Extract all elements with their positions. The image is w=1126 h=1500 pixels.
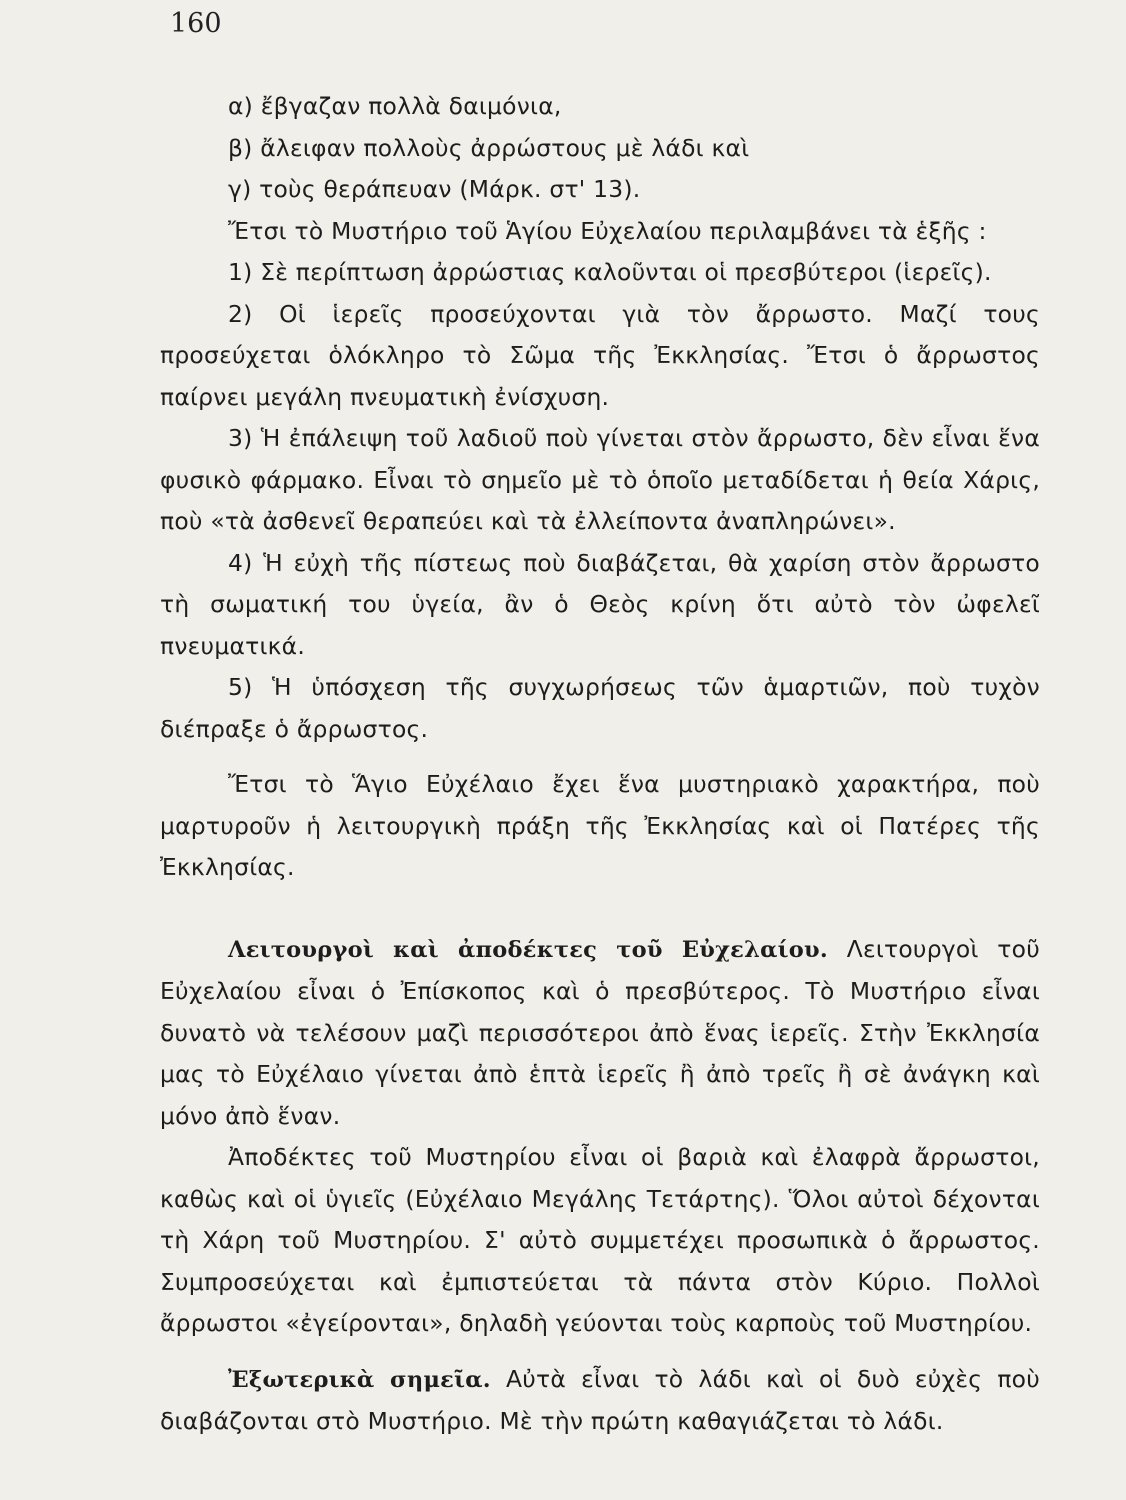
section-body-ministers: Λειτουργοὶ τοῦ Εὐχελαίου εἶναι ὁ Ἐπίσκοπος καὶ ὁ πρεσβύτερος. Τὸ Μυστήριο εἶναι δυνατὸ νὰ τελέσουν μαζὶ περισσότεροι ἀπὸ ἕνας ἱερεῖς. Στὴν Ἐκκλησία μας τὸ Εὐχέλαιο γίνεται ἀπὸ ἑπτὰ ἱερεῖς ἢ ἀπὸ τρεῖς ἢ σὲ ἀνάγκη καὶ μόνο ἀπὸ ἕναν. <box>160 934 1040 1130</box>
section-external-signs <box>160 1359 1040 1443</box>
point-4: 4) Ἡ εὐχὴ τῆς πίστεως ποὺ διαβάζεται, θὰ χαρίση στὸν ἄρρωστο τὴ σωματική του ὑγεία, ἂν ὁ Θεὸς κρίνη ὅτι αὐτὸ τὸν ὠφελεῖ πνευματικά. <box>160 548 1040 660</box>
point-1: 1) Σὲ περίπτωση ἀρρώστιας καλοῦνται οἱ πρεσβύτεροι (ἱερεῖς). <box>228 258 992 286</box>
intro-paragraph: Ἔτσι τὸ Μυστήριο τοῦ Ἁγίου Εὐχελαίου περιλαμβάνει τὰ ἑξῆς : <box>228 216 987 245</box>
conclusion-paragraph: Ἔτσι τὸ Ἅγιο Εὐχέλαιο ἔχει ἕνα μυστηριακὸ χαρακτήρα, ποὺ μαρτυροῦν ἡ λειτουργικὴ πράξη τῆς Ἐκκλησίας καὶ οἱ Πατέρες τῆς Ἐκκλησίας. <box>160 770 1040 881</box>
recipients-paragraph: Ἀποδέκτες τοῦ Μυστηρίου εἶναι οἱ βαριὰ καὶ ἐλαφρὰ ἄρρωστοι, καθὼς καὶ οἱ ὑγιεῖς (Εὐχέλαιο Μεγάλης Τετάρτης). Ὅλοι αὐτοὶ δέχονται τὴ Χάρη τοῦ Μυστηρίου. Σ' αὐτὸ συμμετέχει προσωπικὰ ὁ ἄρρωστος. Συμπροσεύχεται καὶ ἐμπιστεύεται τὰ πάντα στὸν Κύριο. Πολλοὶ ἄρρωστοι «ἐγείρονται», δηλαδὴ γεύονται τοὺς καρποὺς τοῦ Μυστηρίου. <box>160 1143 1040 1337</box>
point-3: 3) Ἡ ἐπάλειψη τοῦ λαδιοῦ ποὺ γίνεται στὸν ἄρρωστο, δὲν εἶναι ἕνα φυσικὸ φάρμακο. Εἶναι τὸ σημεῖο μὲ τὸ ὁποῖο μεταδίδεται ἡ θεία Χάρις, ποὺ «τὰ ἀσθενεῖ θεραπεύει καὶ τὰ ἐλλείποντα ἀναπληρώνει». <box>160 424 1040 535</box>
section-body-external-signs: Αὐτὰ εἶναι τὸ λάδι καὶ οἱ δυὸ εὐχὲς ποὺ διαβάζονται στὸ Μυστήριο. Μὲ τὴν πρώτη καθαγιάζεται τὸ λάδι. <box>160 1364 1041 1435</box>
point-5: 5) Ἡ ὑπόσχεση τῆς συγχωρήσεως τῶν ἁμαρτιῶν, ποὺ τυχὸν διέπραξε ὁ ἄρρωστος. <box>160 673 1040 743</box>
section-heading-external-signs: Ἐξωτερικὰ σημεῖα. <box>228 1366 491 1393</box>
page-body <box>160 86 1040 1443</box>
section-heading-ministers: Λειτουργοὶ καὶ ἀποδέκτες τοῦ Εὐχελαίου. <box>228 936 828 963</box>
section-ministers-recipients <box>160 929 1040 1138</box>
page-number: 160 <box>170 8 222 39</box>
list-item-b: β) ἄλειφαν πολλοὺς ἀρρώστους μὲ λάδι καὶ <box>228 133 750 162</box>
list-item-c: γ) τοὺς θεράπευαν (Μάρκ. στ' 13). <box>228 175 641 203</box>
list-item-a: α) ἔβγαζαν πολλὰ δαιμόνια, <box>228 92 562 120</box>
point-2: 2) Οἱ ἱερεῖς προσεύχονται γιὰ τὸν ἄρρωστο. Μαζί τους προσεύχεται ὁλόκληρο τὸ Σῶμα τῆς Ἐκκλησίας. Ἔτσι ὁ ἄρρωστος παίρνει μεγάλη πνευματικὴ ἐνίσχυση. <box>160 299 1040 411</box>
